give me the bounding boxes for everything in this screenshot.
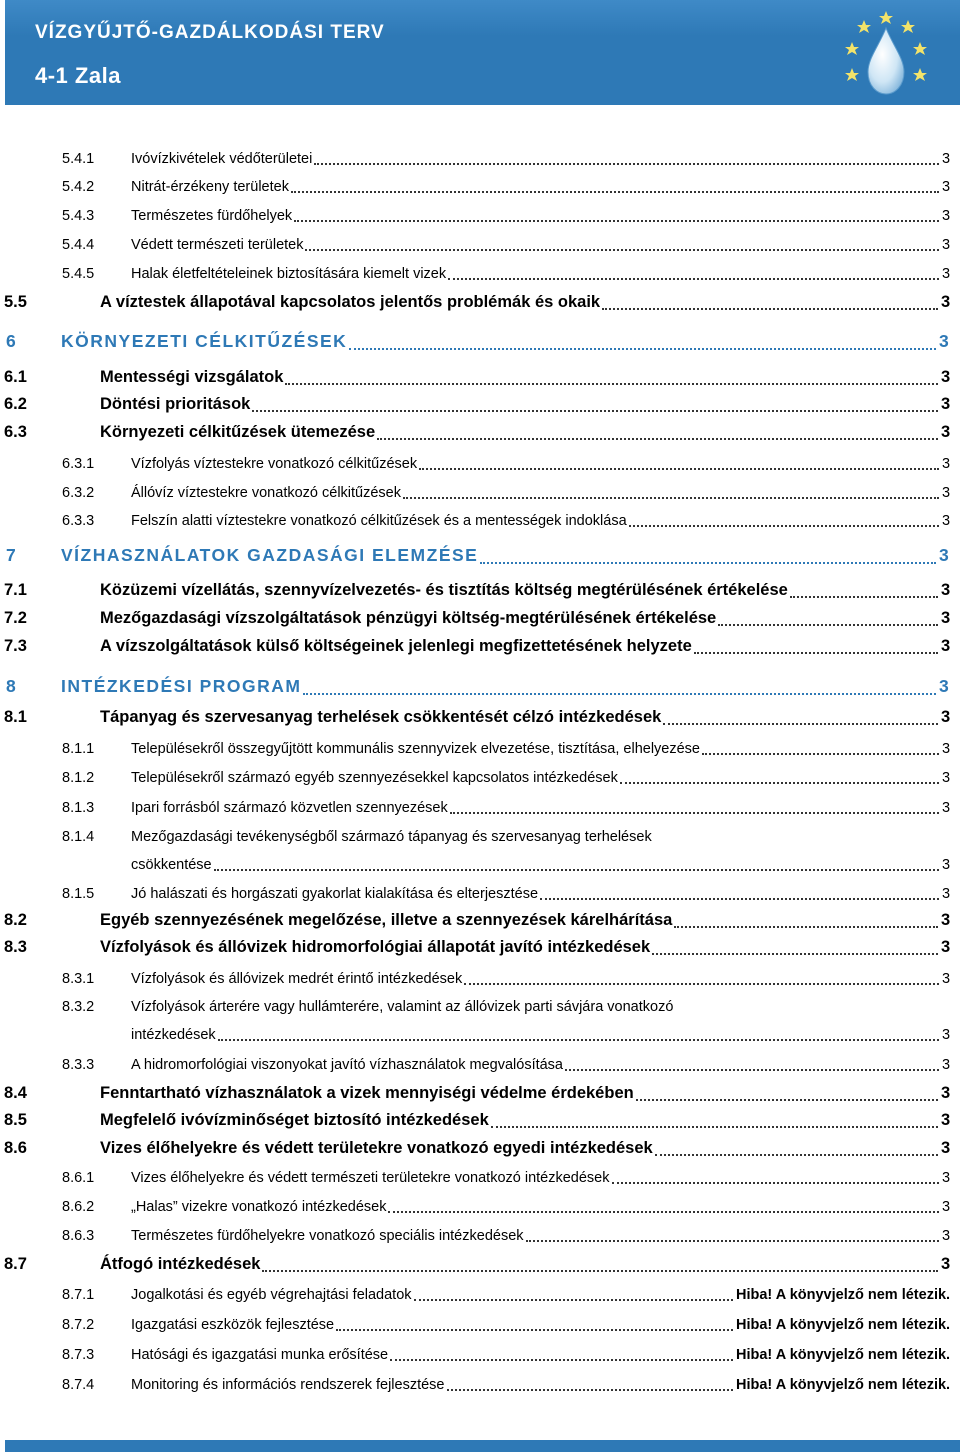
toc-entry-page: 3 — [939, 676, 951, 696]
toc-dot-leader — [652, 949, 938, 955]
toc-entry-title: Döntési prioritások — [100, 395, 251, 413]
toc-entry-number: 8.3.1 — [62, 971, 95, 987]
toc-entry-number: 6.3.1 — [62, 456, 95, 472]
toc-entry-page: 3 — [941, 609, 951, 627]
toc-entry-page: 3 — [942, 886, 951, 902]
toc-entry-page: 3 — [942, 770, 951, 786]
toc-dot-leader — [702, 749, 939, 755]
toc-entry-number: 8.3 — [4, 938, 27, 956]
toc-entry-page: 3 — [941, 368, 951, 386]
toc-entry-title: Településekről összegyűjtött kommunális szennyvizek elvezetése, tisztítása, elhelyezése — [131, 741, 700, 757]
toc-entry-title: Felszín alatti víztestekre vonatkozó célkitűzések és a mentességek indoklása — [131, 513, 627, 529]
toc-dot-leader — [663, 719, 938, 725]
toc-entry-title: Igazgatási eszközök fejlesztése — [131, 1317, 335, 1333]
toc-entry-page: 3 — [942, 971, 951, 987]
toc-entry-title: Vizes élőhelyekre és védett területekre vonatkozó egyedi intézkedések — [100, 1139, 653, 1157]
toc-entry-number: 7.3 — [4, 637, 27, 655]
toc-entry-page: 3 — [942, 1057, 951, 1073]
toc-entry-title: „Halas” vizekre vonatkozó intézkedések — [131, 1199, 387, 1215]
toc-entry-number: 8.6.1 — [62, 1170, 95, 1186]
toc-dot-leader — [262, 1266, 938, 1272]
toc-entry-page: Hiba! A könyvjelző nem létezik. — [736, 1377, 951, 1393]
toc-entry-title: Megfelelő ivóvízminőséget biztosító intézkedések — [100, 1111, 489, 1129]
toc-entry-number: 8 — [6, 676, 18, 696]
toc-dot-leader — [565, 1065, 939, 1071]
toc-dot-leader — [419, 464, 939, 470]
toc-entry-number: 5.4.2 — [62, 179, 95, 195]
toc-entry-page: 3 — [942, 456, 951, 472]
toc-entry-title: Vízfolyások és állóvizek hidromorfológiai állapotát javító intézkedések — [100, 938, 651, 956]
toc-entry-page: 3 — [942, 1027, 951, 1043]
toc-entry-page: 3 — [939, 331, 951, 351]
toc-dot-leader — [303, 689, 936, 695]
toc-entry-title: Hatósági és igazgatási munka erősítése — [131, 1347, 389, 1363]
toc-entry-title: csökkentése — [131, 857, 212, 873]
toc-entry-title: Mezőgazdasági vízszolgáltatások pénzügyi költség-megtérülésének értékelése — [100, 609, 717, 627]
toc-entry-number: 6.3 — [4, 423, 27, 441]
toc-entry-title: Nitrát-érzékeny területek — [131, 179, 289, 195]
toc-entry-number: 5.4.3 — [62, 208, 95, 224]
toc-entry-title: Környezeti célkitűzések ütemezése — [100, 423, 376, 441]
footer-bar — [5, 1440, 960, 1452]
toc-entry-number: 6.3.3 — [62, 513, 95, 529]
toc-dot-leader — [447, 1385, 733, 1391]
toc-entry-number: 6.1 — [4, 368, 27, 386]
toc-dot-leader — [540, 894, 939, 900]
toc-entry-title: VÍZHASZNÁLATOK GAZDASÁGI ELEMZÉSE — [61, 545, 479, 565]
toc-entry-number: 8.1.4 — [62, 829, 95, 845]
toc-entry-title: Átfogó intézkedések — [100, 1255, 261, 1273]
toc-entry-page: 3 — [942, 741, 951, 757]
toc-dot-leader — [450, 808, 939, 814]
toc-entry-title: Természetes fürdőhelyek — [131, 208, 293, 224]
toc-entry-number: 8.1 — [4, 708, 27, 726]
toc-entry-page: 3 — [942, 513, 951, 529]
toc-dot-leader — [491, 1122, 938, 1128]
toc-entry-page: 3 — [942, 485, 951, 501]
toc-entry-page: Hiba! A könyvjelző nem létezik. — [736, 1317, 951, 1333]
toc-entry-title: Fenntartható vízhasználatok a vizek mennyiségi védelme érdekében — [100, 1084, 634, 1102]
toc-entry-page: 3 — [941, 581, 951, 599]
toc-dot-leader — [448, 274, 939, 280]
toc-entry-number: 8.4 — [4, 1084, 27, 1102]
toc-dot-leader — [314, 159, 939, 165]
toc-entry-number: 8.1.1 — [62, 741, 95, 757]
document-title: VÍZGYŰJTŐ-GAZDÁLKODÁSI TERV — [35, 22, 385, 43]
toc-entry-number: 7.1 — [4, 581, 27, 599]
toc-entry-number: 5.4.1 — [62, 151, 95, 167]
toc-entry-title: Ivóvízkivételek védőterületei — [131, 151, 313, 167]
toc-entry-page: 3 — [941, 423, 951, 441]
toc-entry-page: 3 — [942, 800, 951, 816]
toc-dot-leader — [694, 648, 938, 654]
toc-entry-title: A hidromorfológiai viszonyokat javító vízhasználatok megvalósítása — [131, 1057, 563, 1073]
toc-entry-number: 8.7.4 — [62, 1377, 95, 1393]
toc-entry-title: KÖRNYEZETI CÉLKITŰZÉSEK — [61, 331, 348, 351]
toc-entry-number: 6.2 — [4, 395, 27, 413]
toc-entry-page: 3 — [942, 1170, 951, 1186]
toc-entry-page: 3 — [941, 395, 951, 413]
toc-entry-page: 3 — [941, 637, 951, 655]
toc-entry-title: Vízfolyások árterére vagy hullámterére, valamint az állóvizek parti sávjára vonatkozó — [131, 999, 674, 1015]
toc-entry-title: Vízfolyás víztestekre vonatkozó célkitűzések — [131, 456, 418, 472]
toc-entry-number: 8.7.2 — [62, 1317, 95, 1333]
toc-entry-page: 3 — [941, 1255, 951, 1273]
toc-dot-leader — [218, 1035, 939, 1041]
toc-entry-number: 8.6 — [4, 1139, 27, 1157]
toc-entry-title: Halak életfeltételeinek biztosítására kiemelt vizek — [131, 266, 447, 282]
toc-entry-page: 3 — [939, 545, 951, 565]
toc-dot-leader — [620, 778, 939, 784]
toc-dot-leader — [252, 406, 938, 412]
toc-dot-leader — [636, 1095, 938, 1101]
toc-dot-leader — [629, 521, 939, 527]
toc-entry-title: A vízszolgáltatások külső költségeinek jelenlegi megfizettetésének helyzete — [100, 637, 692, 655]
toc-entry-page: Hiba! A könyvjelző nem létezik. — [736, 1347, 951, 1363]
toc-entry-title: Ipari forrásból származó közvetlen szennyezések — [131, 800, 448, 816]
toc-dot-leader — [718, 620, 938, 626]
toc-entry-page: 3 — [942, 266, 951, 282]
toc-entry-title: Természetes fürdőhelyekre vonatkozó speciális intézkedések — [131, 1228, 524, 1244]
toc-entry-number: 8.3.3 — [62, 1057, 95, 1073]
toc-entry-number: 8.3.2 — [62, 999, 95, 1015]
toc-entry-title: Településekről származó egyéb szennyezésekkel kapcsolatos intézkedések — [131, 770, 618, 786]
toc-entry-number: 8.7.1 — [62, 1287, 95, 1303]
toc-entry-page: 3 — [942, 208, 951, 224]
toc-dot-leader — [612, 1178, 939, 1184]
toc-dot-leader — [388, 1207, 939, 1213]
toc-entry-number: 8.5 — [4, 1111, 27, 1129]
toc-entry-number: 8.7 — [4, 1255, 27, 1273]
toc-dot-leader — [214, 865, 939, 871]
toc-entry-title: Egyéb szennyezésének megelőzése, illetve a szennyezések kárelhárítása — [100, 911, 673, 929]
toc-dot-leader — [285, 379, 938, 385]
toc-dot-leader — [655, 1150, 938, 1156]
toc-dot-leader — [349, 344, 936, 350]
document-subtitle: 4-1 Zala — [35, 63, 121, 88]
toc-entry-number: 8.2 — [4, 911, 27, 929]
toc-dot-leader — [674, 922, 938, 928]
toc-dot-leader — [480, 558, 936, 564]
toc-entry-number: 8.6.3 — [62, 1228, 95, 1244]
toc-entry-number: 8.7.3 — [62, 1347, 95, 1363]
toc-dot-leader — [390, 1355, 733, 1361]
toc-entry-title: Jó halászati és horgászati gyakorlat kialakítása és elterjesztése — [131, 886, 539, 902]
toc-entry-page: 3 — [941, 708, 951, 726]
toc-entry-page: 3 — [942, 857, 951, 873]
toc-entry-number: 6 — [6, 331, 18, 351]
toc-entry-number: 7.2 — [4, 609, 27, 627]
toc-entry-number: 5.4.4 — [62, 237, 95, 253]
toc-dot-leader — [414, 1295, 733, 1301]
toc-dot-leader — [403, 493, 939, 499]
toc-entry-number: 7 — [6, 545, 18, 565]
toc-entry-title: Mentességi vizsgálatok — [100, 368, 284, 386]
toc-entry-number: 6.3.2 — [62, 485, 95, 501]
toc-dot-leader — [464, 979, 939, 985]
toc-dot-leader — [294, 216, 939, 222]
toc-entry-page: 3 — [942, 151, 951, 167]
toc-entry-number: 5.5 — [4, 293, 27, 311]
toc-entry-page: 3 — [941, 1084, 951, 1102]
toc-dot-leader — [336, 1325, 733, 1331]
toc-entry-page: 3 — [941, 911, 951, 929]
toc-entry-title: Állóvíz víztestekre vonatkozó célkitűzések — [131, 485, 401, 501]
toc-entry-title: Mezőgazdasági tevékenységből származó tápanyag és szervesanyag terhelések — [131, 829, 652, 845]
toc-entry-title: Vizes élőhelyekre és védett természeti területekre vonatkozó intézkedések — [131, 1170, 610, 1186]
toc-entry-page: 3 — [941, 1139, 951, 1157]
toc-entry-title: A víztestek állapotával kapcsolatos jelentős problémák és okaik — [100, 293, 601, 311]
toc-entry-title: INTÉZKEDÉSI PROGRAM — [61, 676, 302, 696]
toc-entry-title: Tápanyag és szervesanyag terhelések csökkentését célzó intézkedések — [100, 708, 662, 726]
toc-dot-leader — [790, 592, 938, 598]
toc-entry-title: intézkedések — [131, 1027, 216, 1043]
toc-dot-leader — [305, 245, 939, 251]
toc-entry-page: Hiba! A könyvjelző nem létezik. — [736, 1287, 951, 1303]
toc-entry-number: 5.4.5 — [62, 266, 95, 282]
toc-dot-leader — [602, 304, 938, 310]
toc-entry-number: 8.1.5 — [62, 886, 95, 902]
toc-entry-number: 8.1.3 — [62, 800, 95, 816]
toc-entry-title: Védett természeti területek — [131, 237, 304, 253]
toc-entry-number: 8.1.2 — [62, 770, 95, 786]
toc-entry-title: Közüzemi vízellátás, szennyvízelvezetés- és tisztítás költség megtérülésének értékelése — [100, 581, 788, 599]
toc-entry-page: 3 — [942, 179, 951, 195]
toc-entry-number: 8.6.2 — [62, 1199, 95, 1215]
toc-entry-page: 3 — [941, 293, 951, 311]
toc-entry-title: Jogalkotási és egyéb végrehajtási feladatok — [131, 1287, 412, 1303]
toc-entry-page: 3 — [942, 1199, 951, 1215]
toc-dot-leader — [291, 187, 939, 193]
toc-entry-page: 3 — [942, 237, 951, 253]
toc-dot-leader — [377, 434, 938, 440]
toc-entry-title: Vízfolyások és állóvizek medrét érintő intézkedések — [131, 971, 463, 987]
toc-dot-leader — [526, 1236, 939, 1242]
toc-entry-title: Monitoring és információs rendszerek fejlesztése — [131, 1377, 445, 1393]
toc-entry-page: 3 — [942, 1228, 951, 1244]
toc-entry-page: 3 — [941, 938, 951, 956]
toc-entry-page: 3 — [941, 1111, 951, 1129]
